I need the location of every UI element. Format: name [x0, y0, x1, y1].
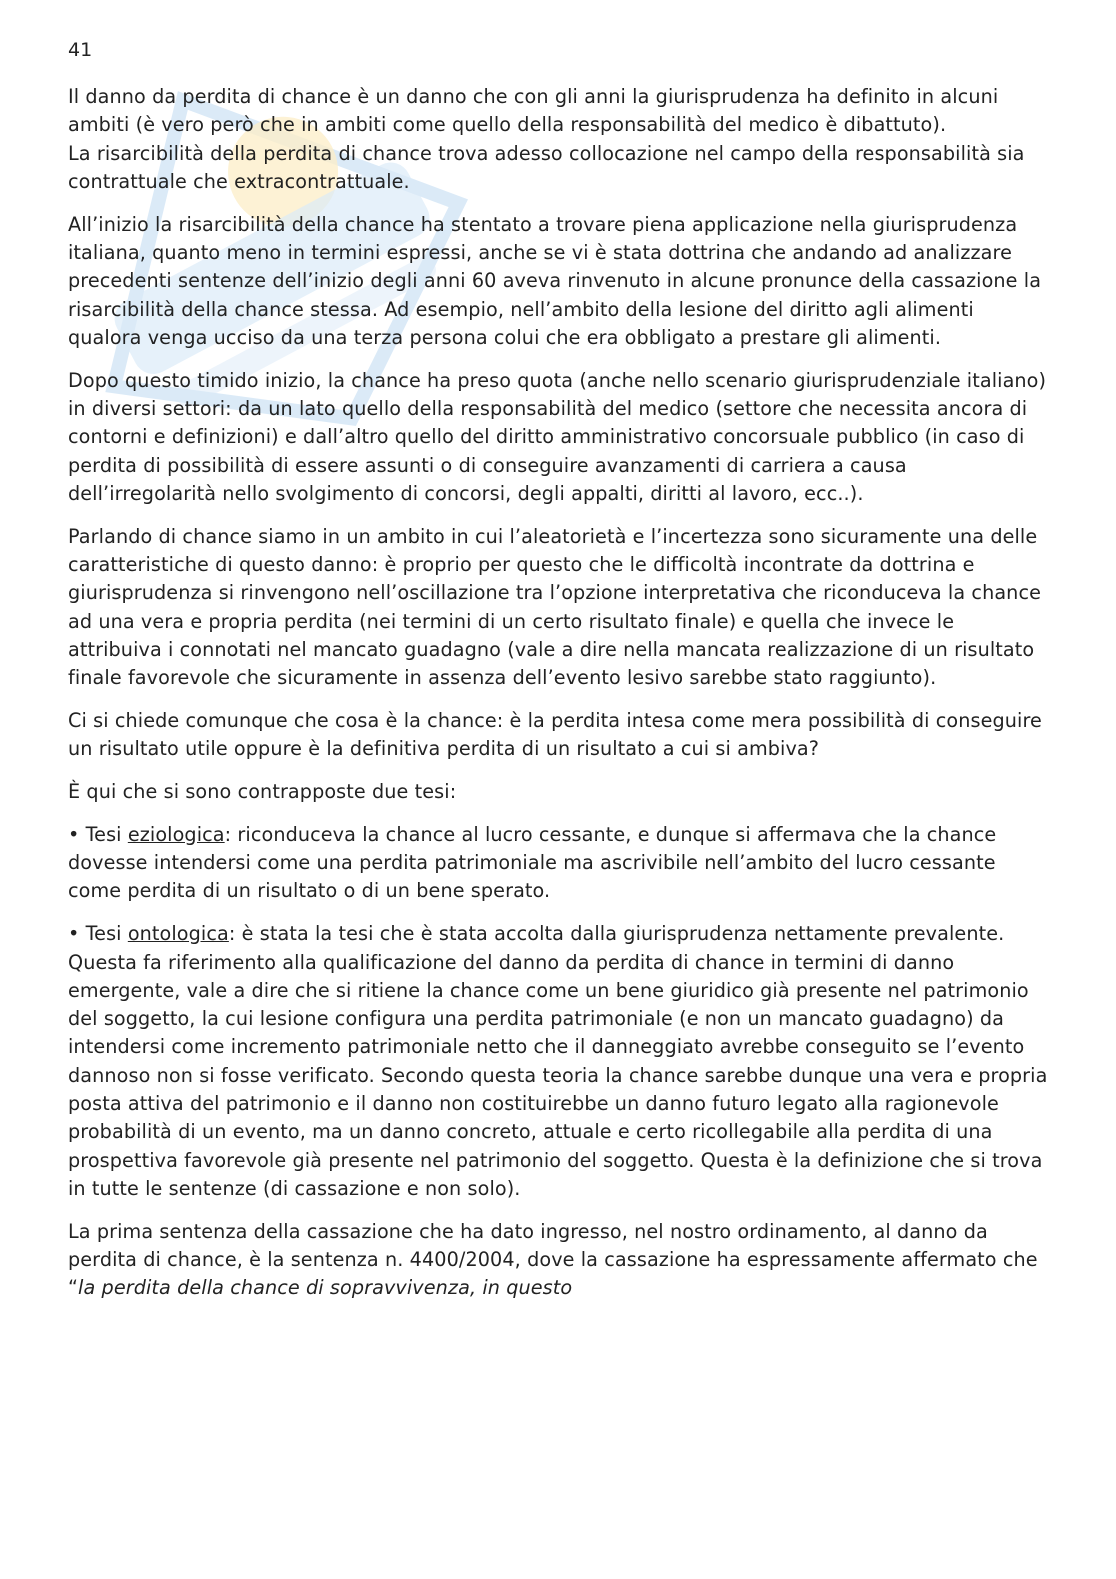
bullet-text: : riconduceva la chance al lucro cessante, e dunque si affermava che la chance dovesse intendersi come una perdita patrimoniale ma ascrivibile nell’ambito del lucro cessante come perdita di un risultato o di un bene sperato.	[68, 822, 997, 903]
bullet-ontological-thesis	[68, 920, 1052, 1203]
page-number: 41	[68, 39, 93, 61]
bullet-text: : è stata la tesi che è stata accolta dalla giurisprudenza nettamente prevalente. Questa fa riferimento alla qualificazione del danno da perdita di chance in termini di danno emergente, vale a dire che si ritiene la chance come un bene giuridico già presente nel patrimonio del soggetto, la cui lesione configura una perdita patrimoniale (e non un mancato guadagno) da intendersi come incremento patrimoniale netto che il danneggiato avrebbe conseguito se l’evento dannoso non si fosse verificato. Secondo questa teoria la chance sarebbe dunque una vera e propria posta attiva del patrimonio e il danno non costituirebbe un danno futuro legato alla ragionevole probabilità di un evento, ma un danno concreto, attuale e certo ricollegabile alla perdita di una prospettiva favorevole già presente nel patrimonio del soggetto. Questa è la definizione che si trova in tutte le sentenze (di cassazione e non solo).	[68, 922, 1048, 1200]
ruling-text: La prima sentenza della cassazione che ha dato ingresso, nel nostro ordinamento, al danno da perdita di chance, è la sentenza n. 4400/2004, dove la cassazione ha espressamente affermato che “	[68, 1219, 1038, 1300]
bullet-etiological-thesis	[68, 821, 1052, 906]
paragraph-first-ruling	[68, 1218, 1052, 1303]
term-eziologica: eziologica	[127, 822, 225, 846]
paragraph-intro-line2: La risarcibilità della perdita di chance trova adesso collocazione nel campo della responsabilità sia contrattuale che extracontrattuale.	[68, 141, 1025, 193]
paragraph-question: Ci si chiede comunque che cosa è la chance: è la perdita intesa come mera possibilità di conseguire un risultato utile oppure è la definitiva perdita di un risultato a cui si ambiva?	[68, 708, 1042, 761]
paragraph-history: All’inizio la risarcibilità della chance ha stentato a trovare piena applicazione nella giurisprudenza italiana, quanto meno in termini espressi, anche se vi è stata dottrina che andando ad analizzare precedenti sentenze dell’inizio degli anni 60 aveva rinvenuto in alcune pronunce della cassazione la risarcibilità della chance stessa. Ad esempio, nell’ambito della lesione del diritto agli alimenti qualora venga ucciso da una terza persona colui che era obbligato a prestare gli alimenti.	[68, 212, 1042, 349]
paragraph-intro	[68, 83, 1052, 196]
paragraph-development: Dopo questo timido inizio, la chance ha preso quota (anche nello scenario giurisprudenziale italiano) in diversi settori: da un lato quello della responsabilità del medico (settore che necessita ancora di contorni e definizioni) e dall’altro quello del diritto amministrativo concorsuale pubblico (in caso di perdita di possibilità di essere assunti o di conseguire avanzamenti di carriera a causa dell’irregolarità nello svolgimento di concorsi, degli appalti, diritti al lavoro, ecc..).	[68, 368, 1047, 505]
paragraph-uncertainty: Parlando di chance siamo in un ambito in cui l’aleatorietà e l’incertezza sono sicuramente una delle caratteristiche di questo danno: è proprio per questo che le difficoltà incontrate da dottrina e giurisprudenza si rinvengono nell’oscillazione tra l’opzione interpretativa che riconduceva la chance ad una vera e propria perdita (nei termini di un certo risultato finale) e quella che invece le attribuiva i connotati nel mancato guadagno (vale a dire nella mancata realizzazione di un risultato finale favorevole che sicuramente in assenza dell’evento lesivo sarebbe stato raggiunto).	[68, 524, 1041, 690]
document-body	[68, 83, 1052, 1317]
paragraph-two-theses: È qui che si sono contrapposte due tesi:	[68, 780, 457, 804]
term-ontologica: ontologica	[127, 922, 229, 946]
bullet-prefix: • Tesi	[68, 822, 128, 846]
ruling-quote: la perdita della chance di sopravvivenza, in questo	[78, 1276, 573, 1300]
paragraph-intro-line1: Il danno da perdita di chance è un danno che con gli anni la giurisprudenza ha definito in alcuni ambiti (è vero però che in ambiti come quello della responsabilità del medico è dibattuto).	[68, 85, 999, 137]
bullet-prefix: • Tesi	[68, 922, 128, 946]
